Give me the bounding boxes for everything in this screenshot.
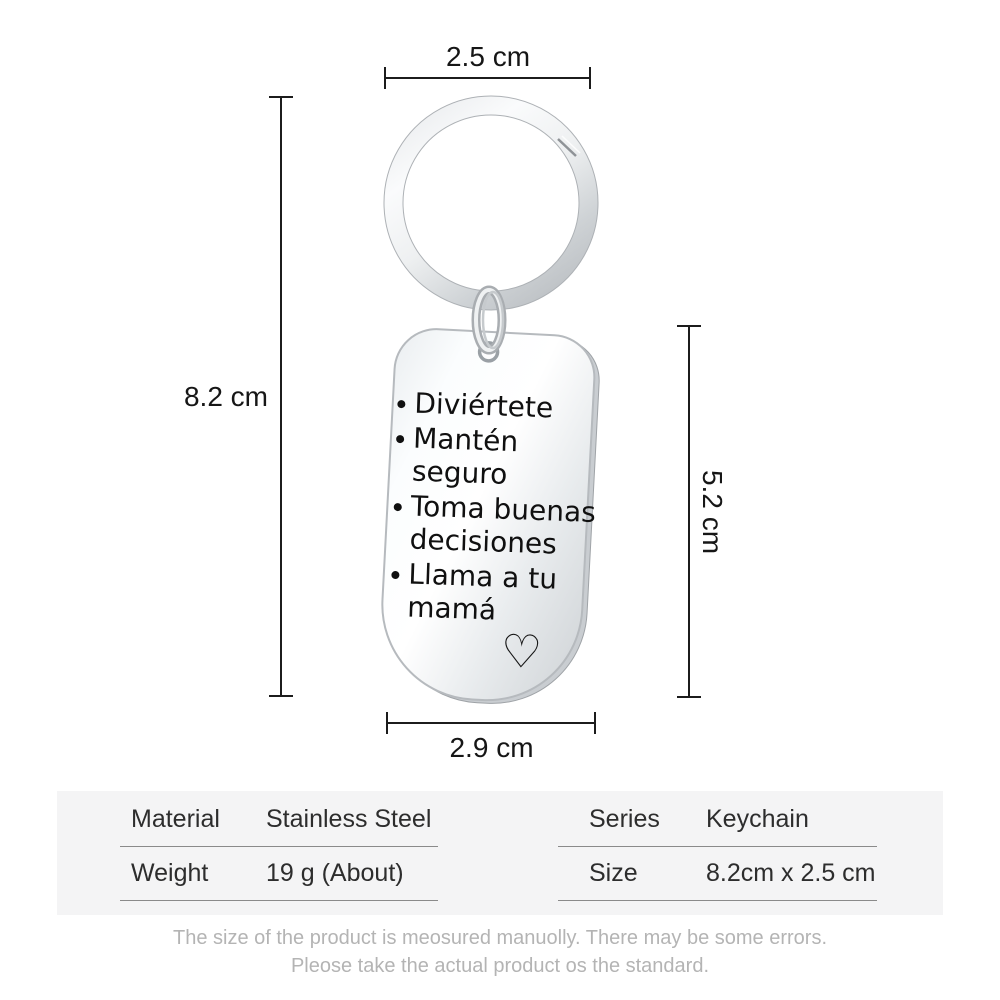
engraving-text: Mantén [412,421,519,459]
dim-tick [677,325,701,327]
dim-label-tag-width: 2.9 cm [449,732,534,763]
engraving-text: mamá [406,590,497,627]
spec-value: 8.2cm x 2.5 cm [706,859,876,887]
dim-line [688,326,690,697]
spec-label: Size [589,859,638,887]
dim-line [385,77,591,79]
spec-value: 19 g (About) [266,859,404,887]
spec-label: Series [589,805,660,833]
jump-ring [462,282,518,358]
engraving-line-4 [390,557,592,630]
dim-tick [594,712,596,734]
dim-tick [589,67,591,89]
dim-tick [269,96,293,98]
engraving-text: decisiones [409,522,558,561]
engraving-text: Llama a tu [407,557,558,596]
dim-line [280,97,282,697]
engraving-line-3 [392,489,597,562]
spec-value: Keychain [706,805,809,833]
spec-label: Weight [131,859,209,887]
dim-label-ring-width: 2.5 cm [445,41,531,72]
spec-table-left [120,793,438,901]
dim-label-tag-height: 5.2 cm [697,469,728,555]
engraving-text: Toma buenas [410,489,597,529]
dim-line [387,722,596,724]
dim-label-overall-height: 8.2 cm [183,381,268,412]
dim-tick [677,696,701,698]
heart-icon: ♡ [499,623,543,680]
dim-tick [384,67,386,89]
spec-row-weight [120,847,438,901]
spec-row-series [558,793,877,847]
dim-tick [269,695,293,697]
spec-row-size [558,847,877,901]
spec-row-material [120,793,438,847]
spec-label: Material [131,805,220,833]
spec-panel [57,791,943,915]
engraving-line-2 [394,421,596,494]
engraving-text: seguro [411,454,508,491]
bullet-dot-icon [397,386,415,420]
engraving-line-1 [397,386,598,426]
disclaimer-line-2: Pleose take the actual product os the standard. [290,955,710,977]
engraved-text [390,386,598,680]
spec-table-right [558,793,877,901]
disclaimer-line-1: The size of the product is meosured manuolly. There may be some errors. [173,927,827,949]
dim-tick [386,712,388,734]
spec-value: Stainless Steel [266,805,432,833]
engraving-text: Diviértete [413,386,554,425]
